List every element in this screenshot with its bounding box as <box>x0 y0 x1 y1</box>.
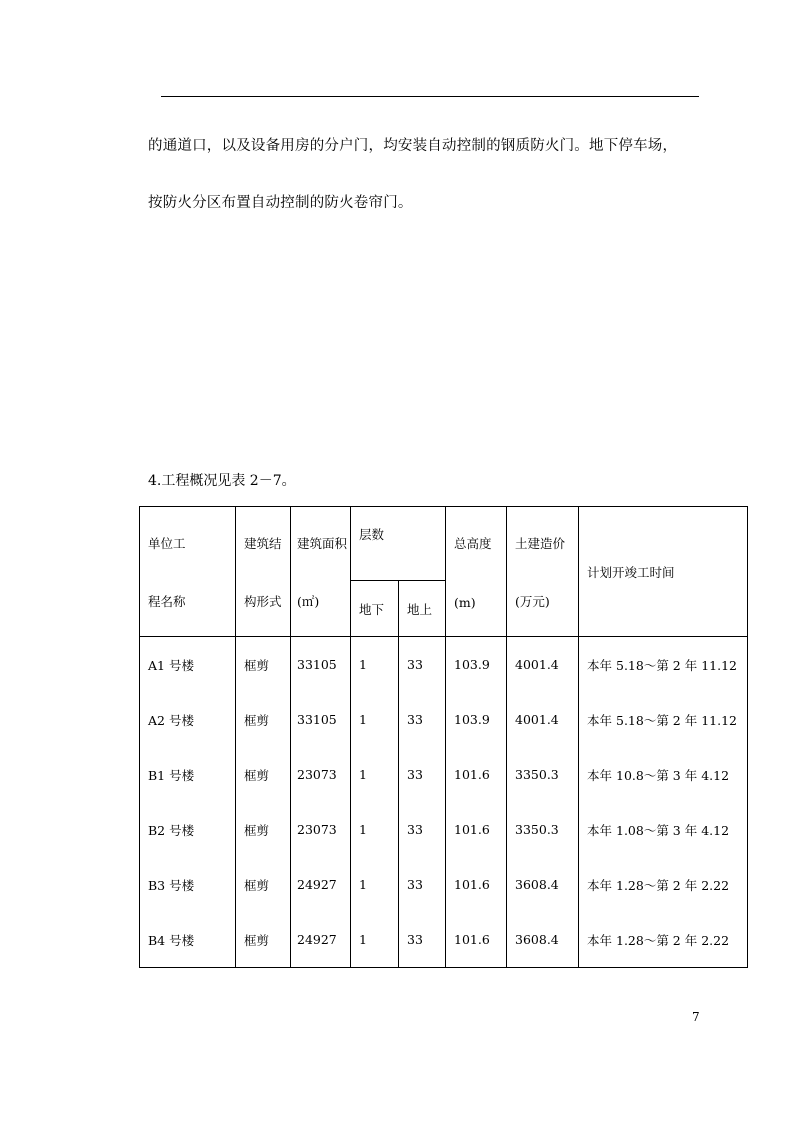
header-schedule: 计划开竣工时间 <box>579 507 748 637</box>
cell-cost: 3608.4 <box>507 857 579 912</box>
cell-area: 33105 <box>291 637 351 693</box>
cell-name: A2 号楼 <box>140 692 236 747</box>
cell-floors-below: 1 <box>351 802 399 857</box>
cell-name: B4 号楼 <box>140 912 236 968</box>
cell-schedule: 本年 1.28～第 2 年 2.22 <box>579 857 748 912</box>
cell-cost: 4001.4 <box>507 692 579 747</box>
table-row <box>140 802 748 857</box>
cell-height: 101.6 <box>446 912 507 968</box>
header-height <box>446 507 507 637</box>
header-floors: 层数 <box>351 507 446 581</box>
header-structure-line1: 建筑结 <box>244 535 282 551</box>
cell-floors-above: 33 <box>399 912 446 968</box>
cell-area: 24927 <box>291 857 351 912</box>
table-row <box>140 747 748 802</box>
cell-floors-above: 33 <box>399 747 446 802</box>
cell-schedule: 本年 5.18～第 2 年 11.12 <box>579 637 748 693</box>
cell-structure: 框剪 <box>236 857 291 912</box>
cell-cost: 3350.3 <box>507 747 579 802</box>
table-row <box>140 912 748 968</box>
cell-floors-below: 1 <box>351 747 399 802</box>
header-height-line1: 总高度 <box>454 535 492 551</box>
cell-area: 23073 <box>291 802 351 857</box>
header-area-line1: 建筑面积 <box>297 535 348 551</box>
cell-structure: 框剪 <box>236 637 291 693</box>
header-height-line2: (m) <box>454 594 476 610</box>
header-unit-line1: 单位工 <box>148 535 186 551</box>
cell-structure: 框剪 <box>236 802 291 857</box>
cell-structure: 框剪 <box>236 692 291 747</box>
cell-structure: 框剪 <box>236 747 291 802</box>
cell-floors-above: 33 <box>399 637 446 693</box>
cell-schedule: 本年 1.08～第 3 年 4.12 <box>579 802 748 857</box>
table-row <box>140 692 748 747</box>
cell-cost: 3350.3 <box>507 802 579 857</box>
header-area-line2: (㎡) <box>297 593 320 609</box>
cell-area: 24927 <box>291 912 351 968</box>
project-overview-table <box>139 506 748 968</box>
cell-floors-below: 1 <box>351 692 399 747</box>
header-cost-line1: 土建造价 <box>515 535 566 551</box>
header-unit-line2: 程名称 <box>148 593 186 609</box>
cell-structure: 框剪 <box>236 912 291 968</box>
header-structure-line2: 构形式 <box>244 593 282 609</box>
cell-floors-above: 33 <box>399 692 446 747</box>
cell-height: 101.6 <box>446 747 507 802</box>
cell-cost: 3608.4 <box>507 912 579 968</box>
table-row <box>140 637 748 693</box>
cell-height: 101.6 <box>446 802 507 857</box>
cell-height: 101.6 <box>446 857 507 912</box>
cell-floors-above: 33 <box>399 857 446 912</box>
cell-floors-below: 1 <box>351 857 399 912</box>
cell-schedule: 本年 10.8～第 3 年 4.12 <box>579 747 748 802</box>
page-number: 7 <box>692 1010 700 1024</box>
header-cost-line2: (万元) <box>515 593 550 609</box>
cell-name: B3 号楼 <box>140 857 236 912</box>
header-rule <box>161 96 699 97</box>
body-paragraph-2: 按防火分区布置自动控制的防火卷帘门。 <box>148 195 413 211</box>
header-floors-above: 地上 <box>399 581 446 637</box>
cell-floors-below: 1 <box>351 912 399 968</box>
cell-name: B1 号楼 <box>140 747 236 802</box>
cell-area: 23073 <box>291 747 351 802</box>
header-floors-below: 地下 <box>351 581 399 637</box>
body-paragraph-1: 的通道口，以及设备用房的分户门，均安装自动控制的钢质防火门。地下停车场， <box>148 138 678 154</box>
table-caption: 4.工程概况见表 2－7。 <box>148 473 296 489</box>
header-area <box>291 507 351 637</box>
cell-name: A1 号楼 <box>140 637 236 693</box>
cell-floors-above: 33 <box>399 802 446 857</box>
table-row <box>140 857 748 912</box>
cell-area: 33105 <box>291 692 351 747</box>
header-cost <box>507 507 579 637</box>
header-structure <box>236 507 291 637</box>
cell-cost: 4001.4 <box>507 637 579 693</box>
header-unit-name <box>140 507 236 637</box>
cell-height: 103.9 <box>446 692 507 747</box>
cell-schedule: 本年 5.18～第 2 年 11.12 <box>579 692 748 747</box>
cell-height: 103.9 <box>446 637 507 693</box>
cell-schedule: 本年 1.28～第 2 年 2.22 <box>579 912 748 968</box>
cell-name: B2 号楼 <box>140 802 236 857</box>
cell-floors-below: 1 <box>351 637 399 693</box>
